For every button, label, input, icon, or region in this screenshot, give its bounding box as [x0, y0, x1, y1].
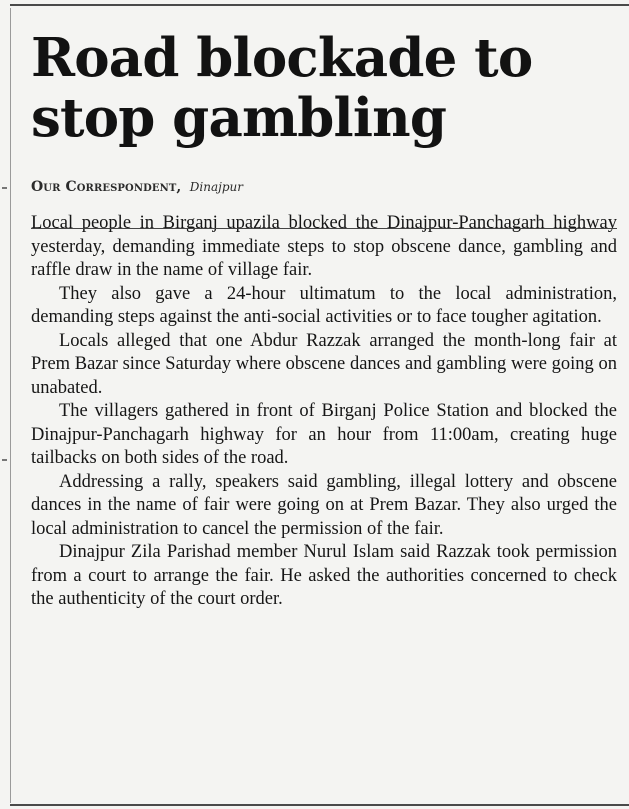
newspaper-article — [31, 28, 617, 612]
byline-rule — [31, 228, 617, 229]
byline — [31, 178, 617, 196]
article-paragraph: Addressing a rally, speakers said gambling, illegal lottery and obscene dances in the name of fair were going on at Prem Bazar. They also urged the local administration to cancel the permission of the fair. — [31, 471, 617, 539]
byline-correspondent: Our Correspondent, — [31, 179, 182, 195]
article-paragraph: Locals alleged that one Abdur Razzak arranged the month-long fair at Prem Bazar since Saturday where obscene dances and gambling were going on unabated. — [31, 330, 617, 398]
article-paragraph: Dinajpur Zila Parishad member Nurul Islam said Razzak took permission from a court to arrange the fair. He asked the authorities concerned to check the authenticity of the court order. — [31, 542, 617, 609]
column-divider — [10, 8, 11, 803]
byline-location: Dinajpur — [189, 180, 244, 194]
headline: Road blockade to stop gambling — [31, 27, 533, 149]
top-rule — [10, 4, 629, 6]
bottom-rule — [10, 804, 629, 806]
column-mark — [2, 459, 7, 461]
article-body — [31, 212, 617, 612]
column-mark — [2, 187, 7, 189]
article-paragraph: They also gave a 24-hour ultimatum to the local administration, demanding steps against the anti-social activities or to face tougher agitation. — [31, 283, 617, 327]
article-paragraph: The villagers gathered in front of Birganj Police Station and blocked the Dinajpur-Panchagarh highway for an hour from 11:00am, creating huge tailbacks on both sides of the road. — [31, 401, 617, 468]
article-paragraph: Local people in Birganj upazila blocked the Dinajpur-Panchagarh highway yesterday, demanding immediate steps to stop obscene dance, gambling and raffle draw in the name of village fair. — [31, 213, 617, 280]
